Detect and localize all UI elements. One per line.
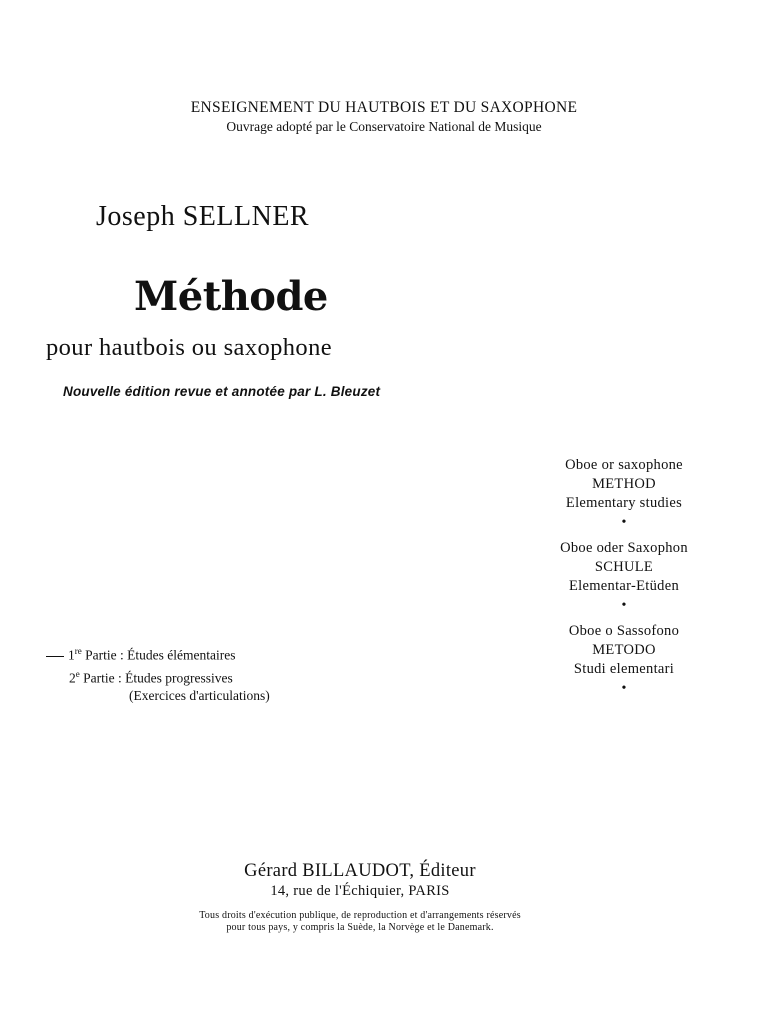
- series-title: ENSEIGNEMENT DU HAUTBOIS ET DU SAXOPHONE: [190, 99, 578, 116]
- bullet-separator: •: [621, 681, 627, 696]
- method-title: Méthode: [134, 273, 328, 320]
- rights-line: Tous droits d'exécution publique, de reproduction et d'arrangements réservés: [199, 910, 521, 921]
- series-subtitle: Ouvrage adopté par le Conservatoire National de Musique: [226, 119, 542, 134]
- part-1-ordinal: re: [74, 646, 82, 656]
- header-block: [0, 98, 768, 136]
- rights-notice: [0, 910, 720, 934]
- rights-line: pour tous pays, y compris la Suède, la Norvège et le Danemark.: [226, 922, 494, 933]
- translation-line: Studi elementari: [573, 661, 675, 677]
- translation-line: Elementary studies: [565, 495, 683, 511]
- part-1-text: Partie : Études élémentaires: [81, 647, 236, 663]
- bullet-separator: •: [621, 598, 627, 613]
- translation-line: METODO: [592, 642, 656, 658]
- translation-line: Elementar-Etüden: [569, 578, 679, 594]
- parts-list: [46, 642, 270, 705]
- translation-line: Oboe o Sassofono: [568, 623, 680, 639]
- part-2: [46, 665, 270, 688]
- translation-line: Oboe or saxophone: [565, 457, 683, 473]
- method-subtitle: pour hautbois ou saxophone: [46, 334, 332, 361]
- part-2-text: Partie : Études progressives: [79, 670, 233, 685]
- publisher-block: [0, 860, 720, 901]
- part-2-number: 2: [69, 670, 76, 685]
- translation-line: Oboe oder Saxophon: [560, 540, 688, 556]
- part-2-ordinal: e: [75, 668, 80, 679]
- translation-english: [534, 456, 714, 513]
- publisher-address: 14, rue de l'Échiquier, PARIS: [270, 883, 450, 899]
- translations-column: [534, 456, 714, 699]
- edition-note: Nouvelle édition revue et annotée par L. Bleuzet: [63, 384, 381, 399]
- publisher-name: Gérard BILLAUDOT, Éditeur: [244, 861, 476, 881]
- bullet-separator: •: [621, 515, 627, 530]
- translation-german: [534, 539, 714, 596]
- translation-line: METHOD: [592, 476, 656, 492]
- composer-name: Joseph SELLNER: [96, 201, 310, 232]
- part-1-number: 1: [68, 647, 75, 663]
- part-2-subtitle: (Exercices d'articulations): [129, 688, 270, 703]
- translation-line: SCHULE: [594, 559, 654, 575]
- dash-marker: [46, 656, 64, 657]
- translation-italian: [534, 622, 714, 679]
- part-1: [46, 642, 270, 665]
